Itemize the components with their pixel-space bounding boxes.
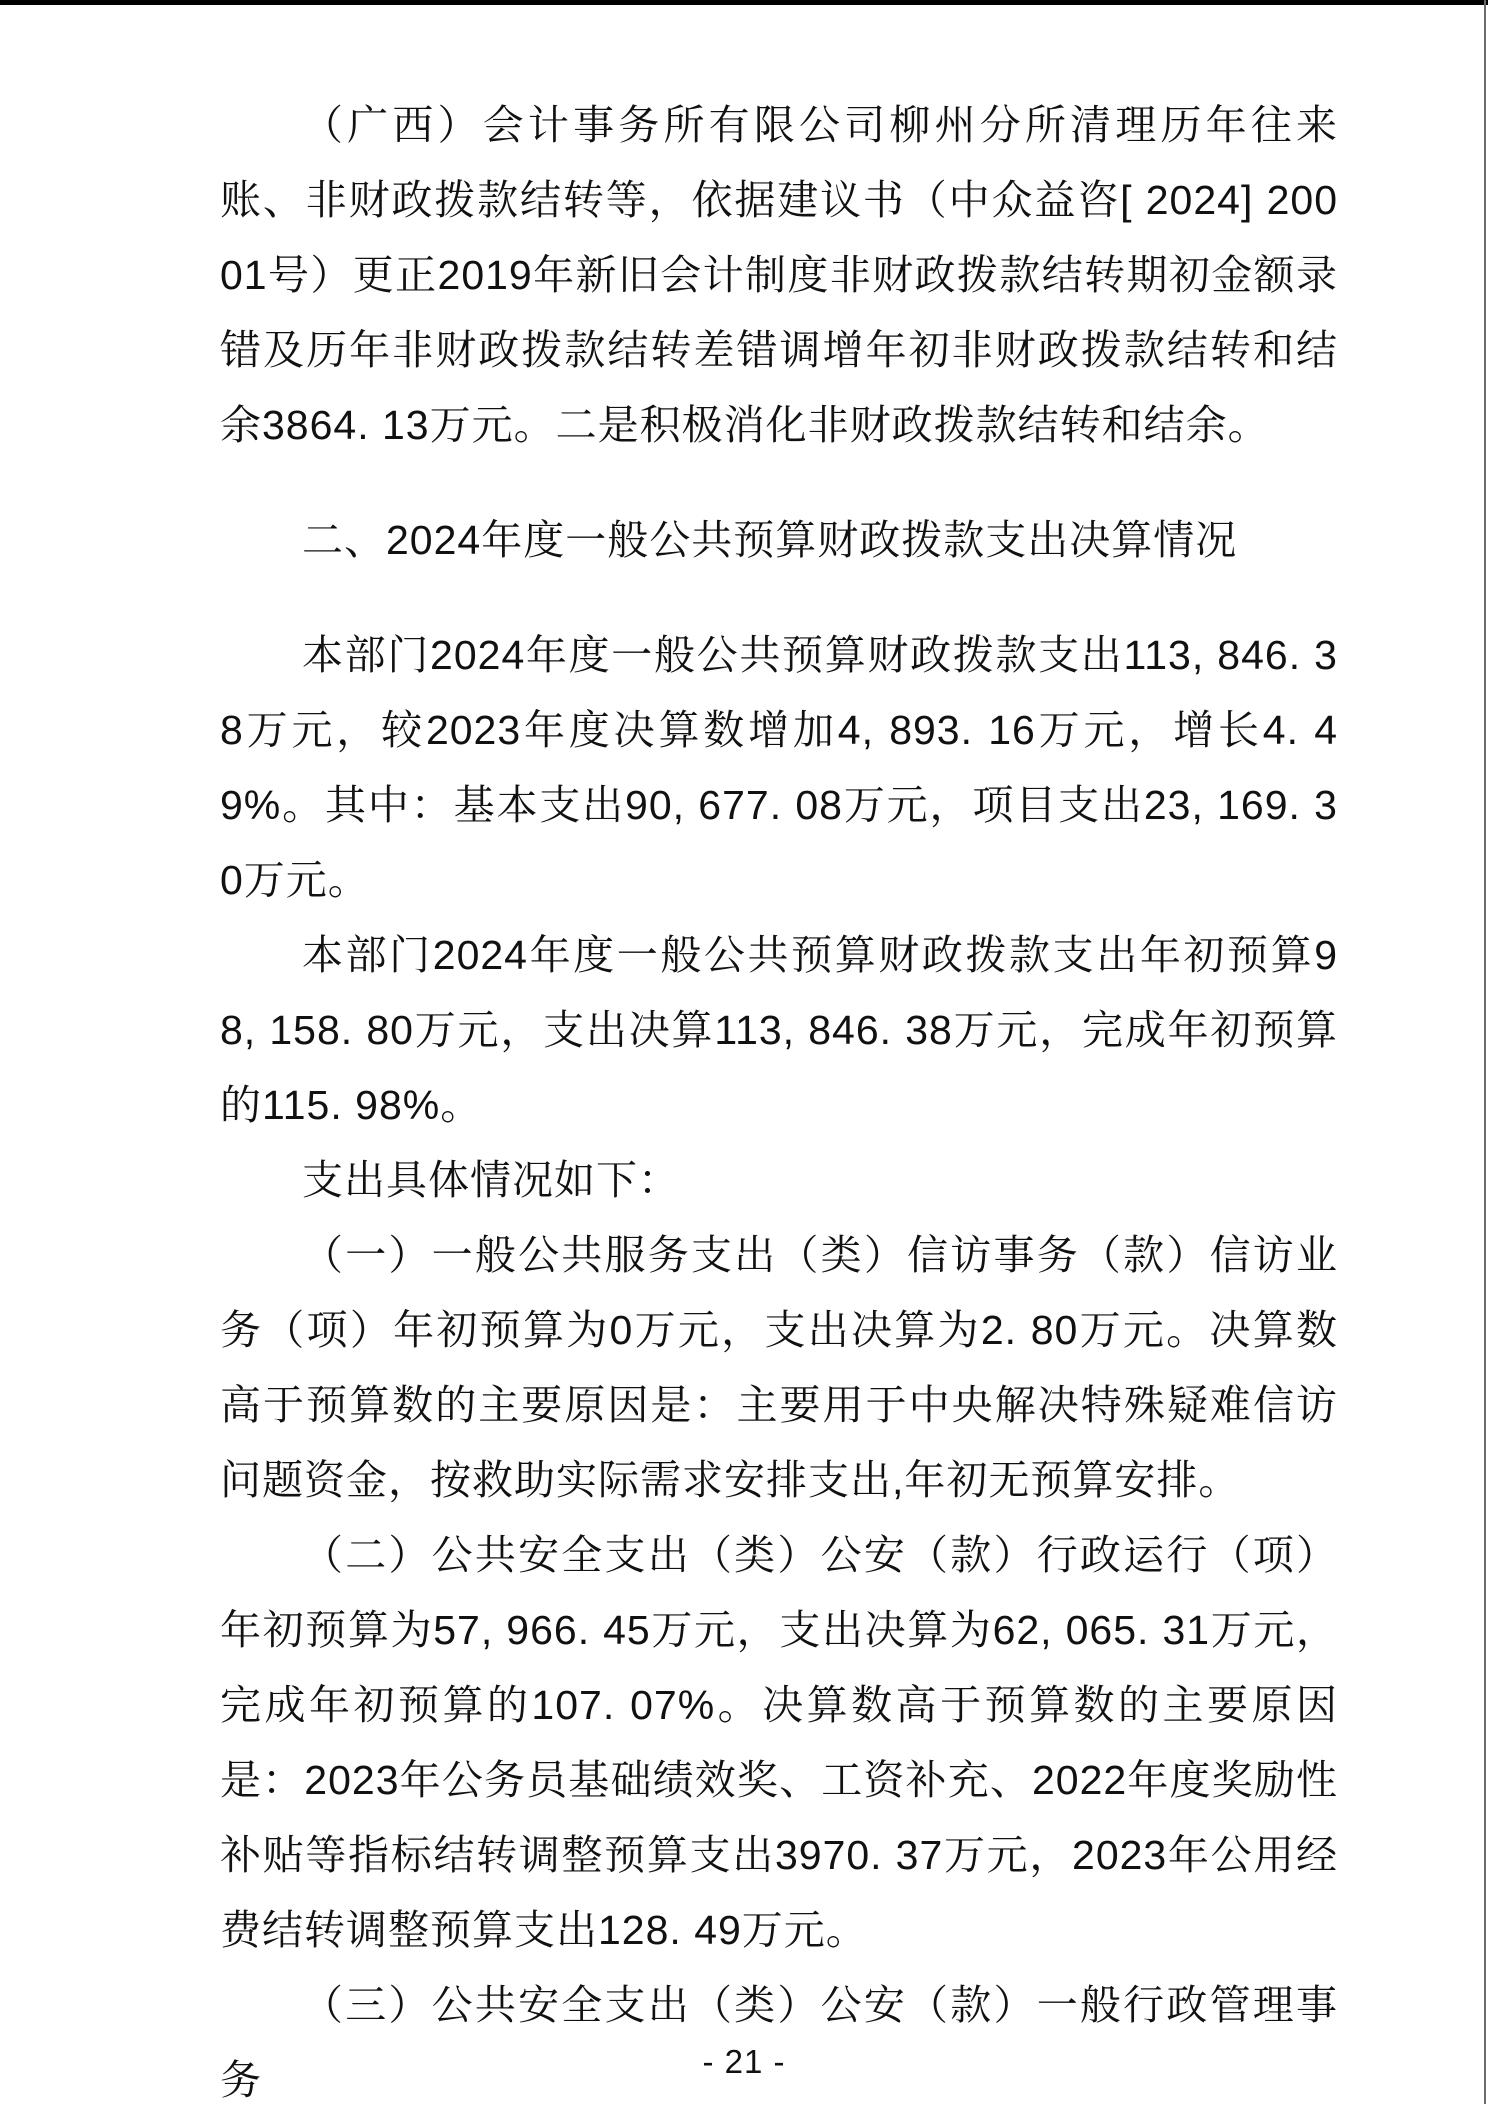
paragraph-item-1: （一）一般公共服务支出（类）信访事务（款）信访业务（项）年初预算为0万元，支出决算为2. 80万元。决算数高于预算数的主要原因是：主要用于中央解决特殊疑难信访问题资金，按救助实际需求安排支出,年初无预算安排。 (220, 1232, 1338, 1503)
paragraph-budget-vs-final: 本部门2024年度一般公共预算财政拨款支出年初预算98, 158. 80万元，支出决算113, 846. 38万元，完成年初预算的115. 98%。 (220, 932, 1338, 1128)
page-content (220, 88, 1338, 2104)
paragraph-carryover: （广西）会计事务所有限公司柳州分所清理历年往来账、非财政拨款结转等，依据建议书（中众益咨[ 2024] 20001号）更正2019年新旧会计制度非财政拨款结转期初金额录错及历年非财政拨款结转差错调增年初非财政拨款结转和结余3864. 13万元。二是积极消化非财政拨款结转和结余。 (220, 102, 1338, 448)
page-number: - 21 - (702, 2043, 786, 2080)
paragraph-details-intro: 支出具体情况如下： (302, 1157, 680, 1203)
scan-edge-right (1484, 0, 1486, 2104)
paragraph-item-2: （二）公共安全支出（类）公安（款）行政运行（项）年初预算为57, 966. 45万元，支出决算为62, 065. 31万元，完成年初预算的107. 07%。决算数高于预算数的主要原因是：2023年公务员基础绩效奖、工资补充、2022年度奖励性补贴等指标结转调整预算支出3970. 37万元，2023年公用经费结转调整预算支出128. 49万元。 (220, 1532, 1338, 1953)
section-heading: 二、2024年度一般公共预算财政拨款支出决算情况 (302, 517, 1238, 563)
paragraph-item-3: （三）公共安全支出（类）公安（款）一般行政管理事务 (220, 1982, 1338, 2103)
paragraph-expenditure-total: 本部门2024年度一般公共预算财政拨款支出113, 846. 38万元，较2023年度决算数增加4, 893. 16万元，增长4. 49%。其中：基本支出90, 677. 08万元，项目支出23, 169. 30万元。 (220, 632, 1338, 903)
scan-edge-top (0, 0, 1488, 5)
